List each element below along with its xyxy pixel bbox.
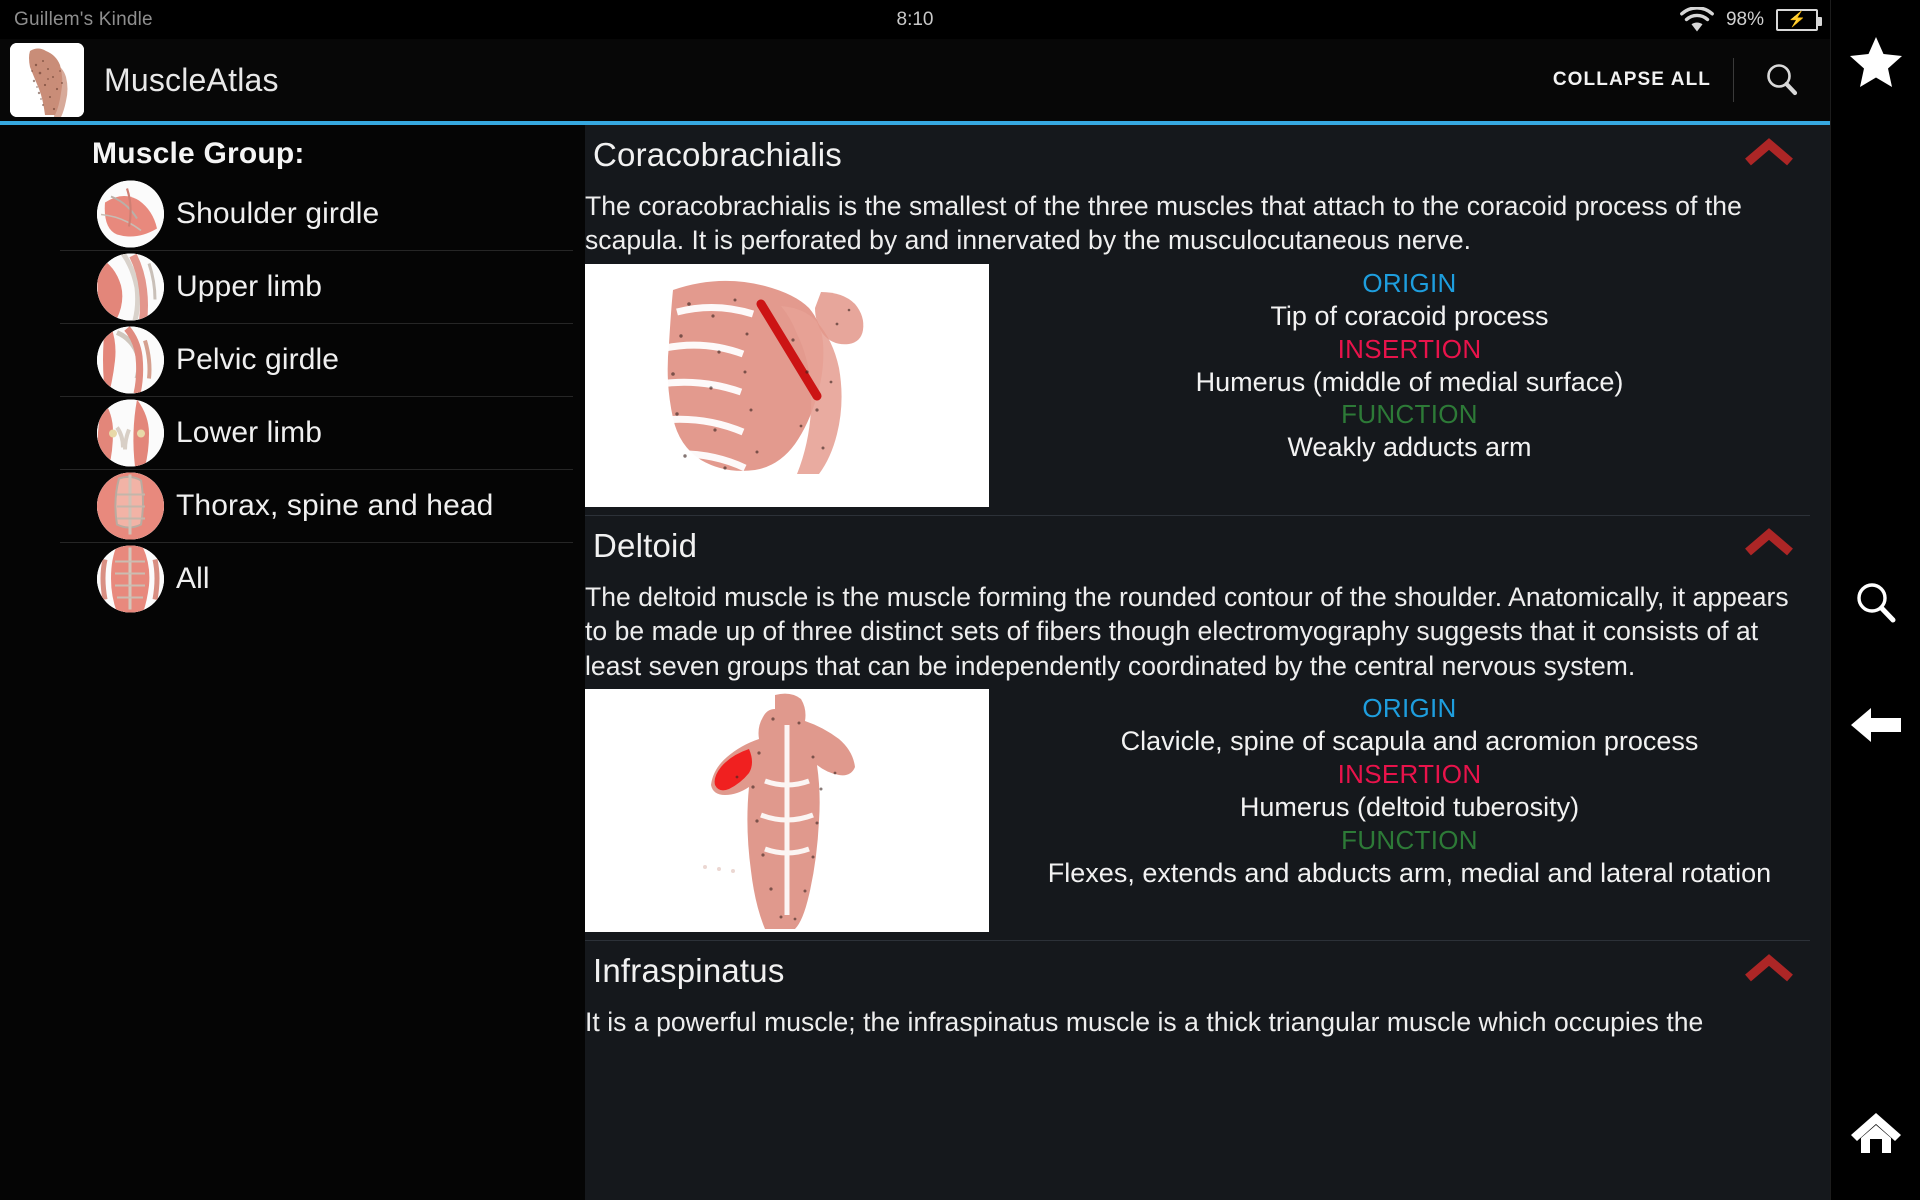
status-bar bbox=[0, 0, 1830, 39]
sidebar-title: Muscle Group: bbox=[92, 137, 305, 170]
muscle-detail-pane bbox=[585, 125, 1830, 1200]
insertion-label: INSERTION bbox=[1337, 758, 1482, 789]
origin-label: ORIGIN bbox=[1362, 693, 1457, 724]
search-icon[interactable] bbox=[1831, 558, 1920, 648]
muscle-description: The deltoid muscle is the muscle forming the rounded contour of the shoulder. Anatomically, it appears to be made up of three distinct sets of fibers though electromyography suggests that it consists of at least seven groups that can be independently coordinated by the central nervous system. bbox=[585, 581, 1789, 681]
function-label: FUNCTION bbox=[1341, 399, 1478, 430]
star-icon[interactable] bbox=[1831, 18, 1920, 108]
muscle-name: Infraspinatus bbox=[593, 952, 785, 990]
function-value: Flexes, extends and abducts arm, medial and lateral rotation bbox=[1047, 857, 1772, 888]
pelvic-girdle-thumb bbox=[97, 326, 164, 393]
app-bar bbox=[0, 39, 1830, 121]
muscle-description: It is a powerful muscle; the infraspinatus muscle is a thick triangular muscle which occupies the bbox=[585, 1007, 1704, 1038]
app-bar-actions bbox=[1531, 39, 1830, 121]
sidebar-item-label: Thorax, spine and head bbox=[176, 488, 494, 522]
insertion-value: Humerus (middle of medial surface) bbox=[1195, 366, 1624, 397]
battery-percent: 98% bbox=[1725, 8, 1764, 30]
status-indicators bbox=[1680, 7, 1818, 33]
search-button[interactable] bbox=[1734, 39, 1830, 121]
sidebar-item-label: Pelvic girdle bbox=[176, 342, 340, 376]
muscle-section bbox=[585, 125, 1830, 516]
muscle-atlas-app-icon[interactable] bbox=[10, 43, 84, 117]
origin-label: ORIGIN bbox=[1362, 267, 1457, 298]
coracobrachialis-anatomy-figure[interactable] bbox=[585, 264, 989, 507]
sidebar-item-pelvic-girdle[interactable] bbox=[0, 323, 585, 396]
app-title: MuscleAtlas bbox=[104, 61, 279, 98]
sidebar-item-lower-limb[interactable] bbox=[0, 396, 585, 469]
sidebar-item-label: All bbox=[176, 561, 210, 595]
sidebar-item-upper-limb[interactable] bbox=[0, 250, 585, 323]
muscle-name: Coracobrachialis bbox=[593, 136, 842, 173]
sidebar-item-shoulder-girdle[interactable] bbox=[0, 177, 585, 250]
muscle-section bbox=[585, 516, 1830, 941]
insertion-value: Humerus (deltoid tuberosity) bbox=[1239, 791, 1580, 822]
origin-value: Clavicle, spine of scapula and acromion process bbox=[1120, 726, 1699, 757]
muscle-description: The coracobrachialis is the smallest of the three muscles that attach to the coracoid process of the scapula. It is perforated by and innervated by the musculocutaneous nerve. bbox=[585, 191, 1742, 256]
sidebar-item-label: Shoulder girdle bbox=[176, 196, 380, 230]
chevron-up-icon[interactable] bbox=[1742, 526, 1796, 565]
function-value: Weakly adducts arm bbox=[1287, 432, 1532, 463]
status-clock: 8:10 bbox=[896, 8, 934, 30]
back-arrow-icon[interactable] bbox=[1831, 680, 1920, 770]
muscle-group-list bbox=[0, 177, 585, 615]
chevron-up-icon[interactable] bbox=[1742, 952, 1796, 991]
upper-limb-thumb bbox=[97, 253, 164, 320]
muscle-body bbox=[585, 264, 1830, 507]
muscle-group-sidebar bbox=[0, 125, 585, 1200]
collapse-all-button[interactable]: COLLAPSE ALL bbox=[1552, 69, 1711, 90]
deltoid-anatomy-figure[interactable] bbox=[585, 689, 989, 932]
origin-insertion-function bbox=[989, 689, 1830, 890]
wifi-icon bbox=[1680, 7, 1714, 33]
muscle-section-header[interactable] bbox=[585, 941, 1830, 1001]
muscle-section bbox=[585, 941, 1830, 1051]
lower-limb-thumb bbox=[97, 399, 164, 466]
sidebar-item-all[interactable] bbox=[0, 542, 585, 615]
function-label: FUNCTION bbox=[1341, 824, 1478, 855]
muscle-section-header[interactable] bbox=[585, 125, 1830, 185]
muscle-name: Deltoid bbox=[593, 526, 698, 564]
sidebar-item-thorax-spine-head[interactable] bbox=[0, 469, 585, 542]
insertion-label: INSERTION bbox=[1337, 333, 1482, 364]
muscle-body bbox=[585, 689, 1830, 932]
sidebar-item-label: Upper limb bbox=[176, 269, 323, 303]
battery-charging-icon: ⚡ bbox=[1776, 9, 1818, 31]
sidebar-item-label: Lower limb bbox=[176, 415, 323, 449]
shoulder-girdle-thumb bbox=[97, 180, 164, 247]
home-icon[interactable] bbox=[1831, 1088, 1920, 1178]
origin-insertion-function bbox=[989, 264, 1830, 465]
system-nav-bar bbox=[1830, 0, 1920, 1200]
device-name: Guillem's Kindle bbox=[14, 8, 153, 30]
thorax-spine-head-thumb bbox=[97, 472, 164, 539]
content-area bbox=[0, 125, 1830, 1200]
all-muscles-thumb bbox=[97, 545, 164, 612]
chevron-up-icon[interactable] bbox=[1742, 136, 1796, 175]
origin-value: Tip of coracoid process bbox=[1270, 300, 1549, 331]
muscle-section-header[interactable] bbox=[585, 516, 1830, 576]
